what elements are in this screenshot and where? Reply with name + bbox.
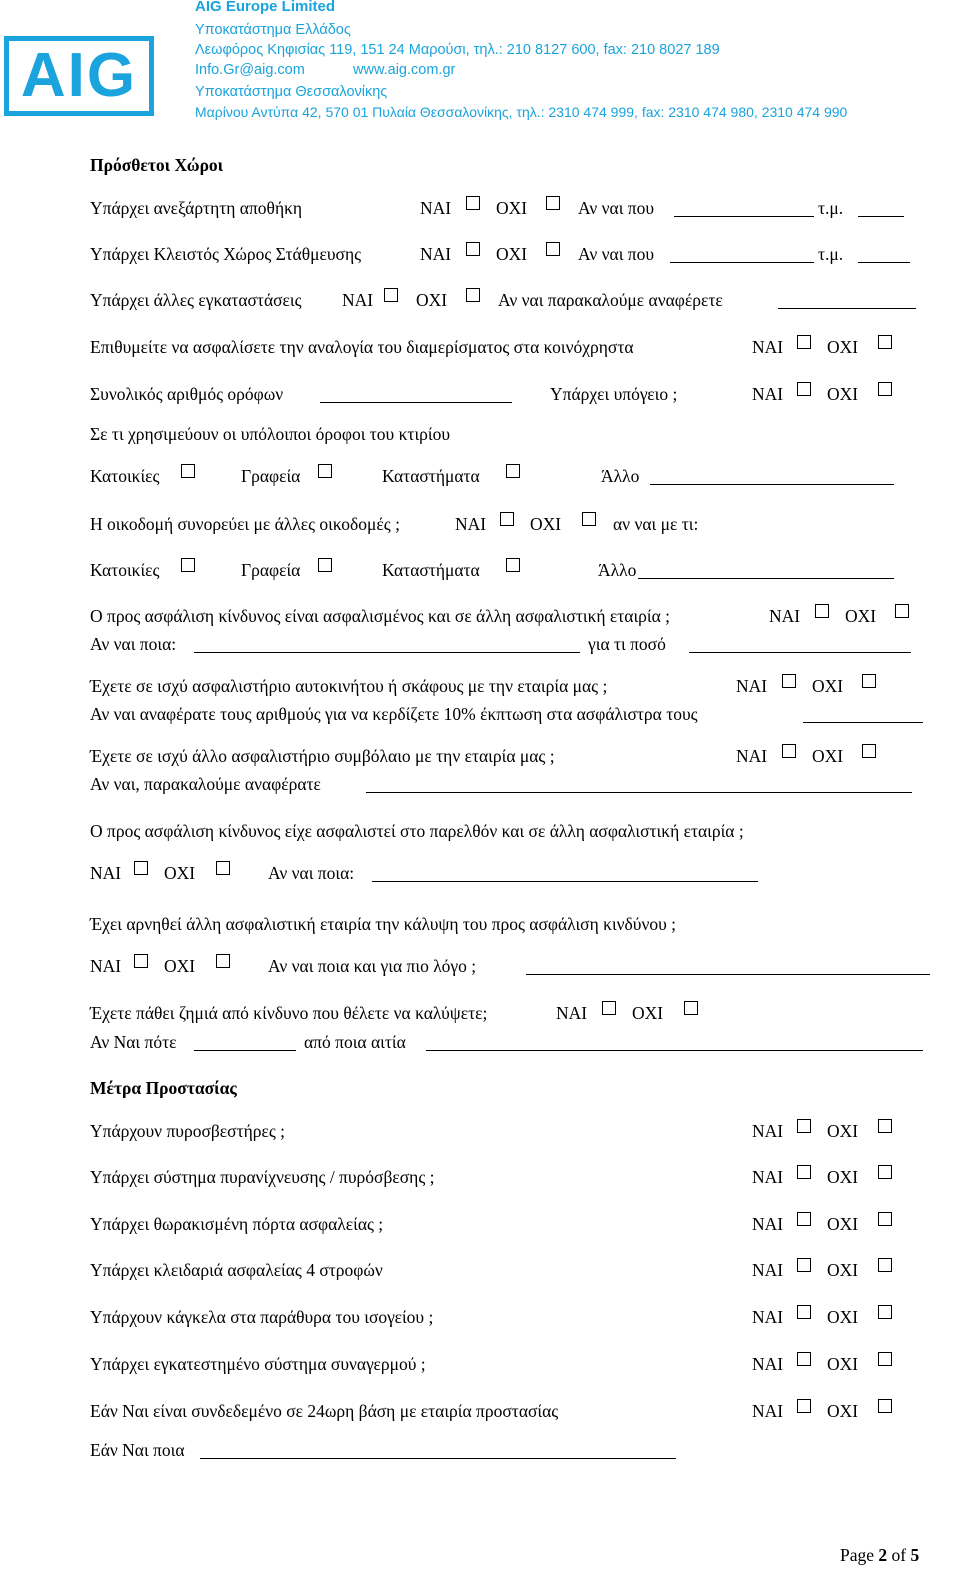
no-label: ΟΧΙ <box>827 1354 859 1374</box>
checkbox-other-policy-no[interactable] <box>862 744 876 758</box>
yes-label: ΝΑΙ <box>752 337 784 357</box>
checkbox-elsewhere-no[interactable] <box>895 604 909 618</box>
floors-other-field[interactable] <box>650 484 894 485</box>
question-insured-elsewhere: Ο προς ασφάλιση κίνδυνος είναι ασφαλισμένος και σε άλλη ασφαλιστική εταιρία ; <box>90 606 671 626</box>
question-other-facilities: Υπάρχει άλλες εγκαταστάσεις <box>90 290 302 310</box>
parking-sqm-field[interactable] <box>858 262 910 263</box>
checkbox-adjacent-homes[interactable] <box>181 558 195 572</box>
checkbox-floors-homes[interactable] <box>181 464 195 478</box>
other-policy-please-label: Αν ναι, παρακαλούμε αναφέρατε <box>90 774 321 794</box>
option-other: Άλλο <box>598 560 637 580</box>
no-label: ΟΧΙ <box>827 337 859 357</box>
yes-label: ΝΑΙ <box>420 198 452 218</box>
option-offices: Γραφεία <box>241 560 301 580</box>
company-name: AIG Europe Limited <box>195 0 336 15</box>
checkbox-basement-no[interactable] <box>878 382 892 396</box>
yes-label: ΝΑΙ <box>556 1003 588 1023</box>
parking-where-label: Αν ναι που <box>578 244 655 264</box>
checkbox-alarm-yes[interactable] <box>797 1352 811 1366</box>
question-total-floors: Συνολικός αριθμός ορόφων <box>90 384 284 404</box>
checkbox-basement-yes[interactable] <box>797 382 811 396</box>
checkbox-armored-door-no[interactable] <box>878 1212 892 1226</box>
yes-label: ΝΑΙ <box>342 290 374 310</box>
yes-label: ΝΑΙ <box>736 746 768 766</box>
checkbox-fire-detection-yes[interactable] <box>797 1165 811 1179</box>
facilities-please-label: Αν ναι παρακαλούμε αναφέρετε <box>498 290 723 310</box>
checkbox-previous-yes[interactable] <box>134 861 148 875</box>
no-label: ΟΧΙ <box>812 676 844 696</box>
yes-label: ΝΑΙ <box>90 956 122 976</box>
no-label: ΟΧΙ <box>632 1003 664 1023</box>
elsewhere-company-field[interactable] <box>194 652 580 653</box>
checkbox-storage-no[interactable] <box>546 196 560 210</box>
no-label: ΟΧΙ <box>812 746 844 766</box>
branch-athens: Υποκατάστημα Ελλάδος <box>195 22 351 38</box>
question-security-lock: Υπάρχει κλειδαριά ασφαλείας 4 στροφών <box>90 1260 383 1280</box>
checkbox-damage-no[interactable] <box>684 1001 698 1015</box>
no-label: ΟΧΙ <box>827 1307 859 1327</box>
yes-label: ΝΑΙ <box>752 1121 784 1141</box>
question-extinguishers: Υπάρχουν πυροσβεστήρες ; <box>90 1121 285 1141</box>
no-label: ΟΧΙ <box>164 863 196 883</box>
storage-sqm-field[interactable] <box>858 216 904 217</box>
option-offices: Γραφεία <box>241 466 301 486</box>
parking-where-field[interactable] <box>670 262 814 263</box>
yes-label: ΝΑΙ <box>752 1354 784 1374</box>
refused-reason-label: Αν ναι ποια και για πιο λόγο ; <box>268 956 477 976</box>
checkbox-armored-door-yes[interactable] <box>797 1212 811 1226</box>
checkbox-common-yes[interactable] <box>797 335 811 349</box>
previous-which-label: Αν ναι ποια: <box>268 863 355 883</box>
no-label: ΟΧΙ <box>496 198 528 218</box>
checkbox-lock-yes[interactable] <box>797 1258 811 1272</box>
checkbox-floors-offices[interactable] <box>318 464 332 478</box>
checkbox-connected-yes[interactable] <box>797 1399 811 1413</box>
question-adjacent-buildings: Η οικοδομή συνορεύει με άλλες οικοδομές ; <box>90 514 400 534</box>
facilities-field[interactable] <box>778 308 916 309</box>
checkbox-fire-detection-no[interactable] <box>878 1165 892 1179</box>
other-policy-field[interactable] <box>366 792 912 793</box>
checkbox-adjacent-yes[interactable] <box>500 512 514 526</box>
website-link[interactable]: www.aig.com.gr <box>353 62 456 78</box>
question-alarm-connected: Εάν Ναι είναι συνδεδεμένο σε 24ωρη βάση με εταιρία προστασίας <box>90 1401 559 1421</box>
checkbox-extinguishers-yes[interactable] <box>797 1119 811 1133</box>
checkbox-facilities-yes[interactable] <box>384 288 398 302</box>
logo-text: AIG <box>20 41 138 110</box>
question-window-bars: Υπάρχουν κάγκελα στα παράθυρα του ισογείου ; <box>90 1307 434 1327</box>
question-security-company: Εάν Ναι ποια <box>90 1440 185 1460</box>
elsewhere-which-label: Αν ναι ποια: <box>90 634 177 654</box>
refused-reason-field[interactable] <box>526 974 930 975</box>
question-refused-cover: Έχει αρνηθεί άλλη ασφαλιστική εταιρία την κάλυψη του προς ασφάλιση κινδύνου ; <box>90 914 677 934</box>
no-label: ΟΧΙ <box>827 1167 859 1187</box>
option-other: Άλλο <box>601 466 640 486</box>
checkbox-parking-no[interactable] <box>546 242 560 256</box>
checkbox-floors-shops[interactable] <box>506 464 520 478</box>
question-armored-door: Υπάρχει θωρακισμένη πόρτα ασφαλείας ; <box>90 1214 384 1234</box>
branch-thessaloniki: Υποκατάστημα Θεσσαλονίκης <box>195 84 388 100</box>
storage-where-label: Αν ναι που <box>578 198 655 218</box>
checkbox-damage-yes[interactable] <box>602 1001 616 1015</box>
checkbox-refused-yes[interactable] <box>134 954 148 968</box>
page-word: Page <box>840 1545 875 1565</box>
checkbox-car-policy-no[interactable] <box>862 674 876 688</box>
question-past-damage: Έχετε πάθει ζημιά από κίνδυνο που θέλετε να καλύψετε; <box>90 1003 488 1023</box>
of-word: of <box>891 1545 907 1565</box>
question-car-boat-policy: Έχετε σε ισχύ ασφαλιστήριο αυτοκινήτου ή σκάφους με την εταιρία μας ; <box>90 676 608 696</box>
checkbox-storage-yes[interactable] <box>466 196 480 210</box>
email-link[interactable]: Info.Gr@aig.com <box>195 62 305 78</box>
adjacent-other-field[interactable] <box>638 578 894 579</box>
total-floors-field[interactable] <box>320 402 512 403</box>
yes-label: ΝΑΙ <box>455 514 487 534</box>
no-label: ΟΧΙ <box>827 384 859 404</box>
adjacent-with-label: αν ναι με τι: <box>613 514 699 534</box>
damage-when-field[interactable] <box>194 1050 296 1051</box>
yes-label: ΝΑΙ <box>420 244 452 264</box>
damage-when-label: Αν Ναι πότε <box>90 1032 177 1052</box>
yes-label: ΝΑΙ <box>752 1260 784 1280</box>
checkbox-adjacent-no[interactable] <box>582 512 596 526</box>
question-previously-insured: Ο προς ασφάλιση κίνδυνος είχε ασφαλιστεί στο παρελθόν και σε άλλη ασφαλιστική εταιρία ; <box>90 821 744 841</box>
address-thessaloniki: Μαρίνου Αντύπα 42, 570 01 Πυλαία Θεσσαλονίκης, τηλ.: 2310 474 999, fax: 2310 474 980, 2310 474 990 <box>195 104 848 120</box>
checkbox-other-policy-yes[interactable] <box>782 744 796 758</box>
security-company-field[interactable] <box>200 1458 676 1459</box>
question-other-policy: Έχετε σε ισχύ άλλο ασφαλιστήριο συμβόλαιο με την εταιρία μας ; <box>90 746 555 766</box>
previous-company-field[interactable] <box>372 881 758 882</box>
checkbox-alarm-no[interactable] <box>878 1352 892 1366</box>
question-common-areas: Επιθυμείτε να ασφαλίσετε την αναλογία του διαμερίσματος στα κοινόχρηστα <box>90 337 634 357</box>
no-label: ΟΧΙ <box>827 1401 859 1421</box>
yes-label: ΝΑΙ <box>769 606 801 626</box>
yes-label: ΝΑΙ <box>752 1401 784 1421</box>
no-label: ΟΧΙ <box>827 1121 859 1141</box>
question-alarm: Υπάρχει εγκατεστημένο σύστημα συναγερμού ; <box>90 1354 426 1374</box>
question-parking: Υπάρχει Κλειστός Χώρος Στάθμευσης <box>90 244 362 264</box>
elsewhere-amount-field[interactable] <box>689 652 911 653</box>
yes-label: ΝΑΙ <box>752 1307 784 1327</box>
checkbox-bars-no[interactable] <box>878 1305 892 1319</box>
yes-label: ΝΑΙ <box>90 863 122 883</box>
damage-cause-label: από ποια αιτία <box>304 1032 406 1052</box>
checkbox-adjacent-shops[interactable] <box>506 558 520 572</box>
unit-label: τ.μ. <box>818 244 844 264</box>
car-policy-numbers-label: Αν ναι αναφέρατε τους αριθμούς για να κερδίζετε 10% έκπτωση στα ασφάλιστρα τους <box>90 704 698 724</box>
checkbox-extinguishers-no[interactable] <box>878 1119 892 1133</box>
yes-label: ΝΑΙ <box>752 384 784 404</box>
question-other-floors-use: Σε τι χρησιμεύουν οι υπόλοιποι όροφοι του κτιρίου <box>90 424 451 444</box>
no-label: ΟΧΙ <box>416 290 448 310</box>
option-shops: Καταστήματα <box>382 560 480 580</box>
checkbox-lock-no[interactable] <box>878 1258 892 1272</box>
elsewhere-amount-label: για τι ποσό <box>588 634 666 654</box>
checkbox-previous-no[interactable] <box>216 861 230 875</box>
yes-label: ΝΑΙ <box>736 676 768 696</box>
no-label: ΟΧΙ <box>827 1214 859 1234</box>
question-storage: Υπάρχει ανεξάρτητη αποθήκη <box>90 198 303 218</box>
option-shops: Καταστήματα <box>382 466 480 486</box>
checkbox-refused-no[interactable] <box>216 954 230 968</box>
yes-label: ΝΑΙ <box>752 1214 784 1234</box>
checkbox-facilities-no[interactable] <box>466 288 480 302</box>
checkbox-car-policy-yes[interactable] <box>782 674 796 688</box>
page-number: 2 <box>878 1545 888 1565</box>
no-label: ΟΧΙ <box>845 606 877 626</box>
section-title-additional-spaces: Πρόσθετοι Χώροι <box>90 155 224 175</box>
unit-label: τ.μ. <box>818 198 844 218</box>
checkbox-connected-no[interactable] <box>878 1399 892 1413</box>
option-homes: Κατοικίες <box>90 560 160 580</box>
checkbox-common-no[interactable] <box>878 335 892 349</box>
checkbox-adjacent-offices[interactable] <box>318 558 332 572</box>
no-label: ΟΧΙ <box>530 514 562 534</box>
question-basement: Υπάρχει υπόγειο ; <box>550 384 678 404</box>
checkbox-parking-yes[interactable] <box>466 242 480 256</box>
yes-label: ΝΑΙ <box>752 1167 784 1187</box>
option-homes: Κατοικίες <box>90 466 160 486</box>
address-athens: Λεωφόρος Κηφισίας 119, 151 24 Μαρούσι, τηλ.: 210 8127 600, fax: 210 8027 189 <box>195 42 720 58</box>
checkbox-bars-yes[interactable] <box>797 1305 811 1319</box>
aig-logo <box>4 36 154 116</box>
no-label: ΟΧΙ <box>827 1260 859 1280</box>
question-fire-detection: Υπάρχει σύστημα πυρανίχνευσης / πυρόσβεσης ; <box>90 1167 435 1187</box>
checkbox-elsewhere-yes[interactable] <box>815 604 829 618</box>
no-label: ΟΧΙ <box>164 956 196 976</box>
car-policy-numbers-field[interactable] <box>803 722 923 723</box>
no-label: ΟΧΙ <box>496 244 528 264</box>
page-total: 5 <box>910 1545 920 1565</box>
section-title-protection: Μέτρα Προστασίας <box>90 1078 237 1098</box>
storage-where-field[interactable] <box>674 216 814 217</box>
page-indicator <box>840 1545 919 1566</box>
damage-cause-field[interactable] <box>426 1050 923 1051</box>
